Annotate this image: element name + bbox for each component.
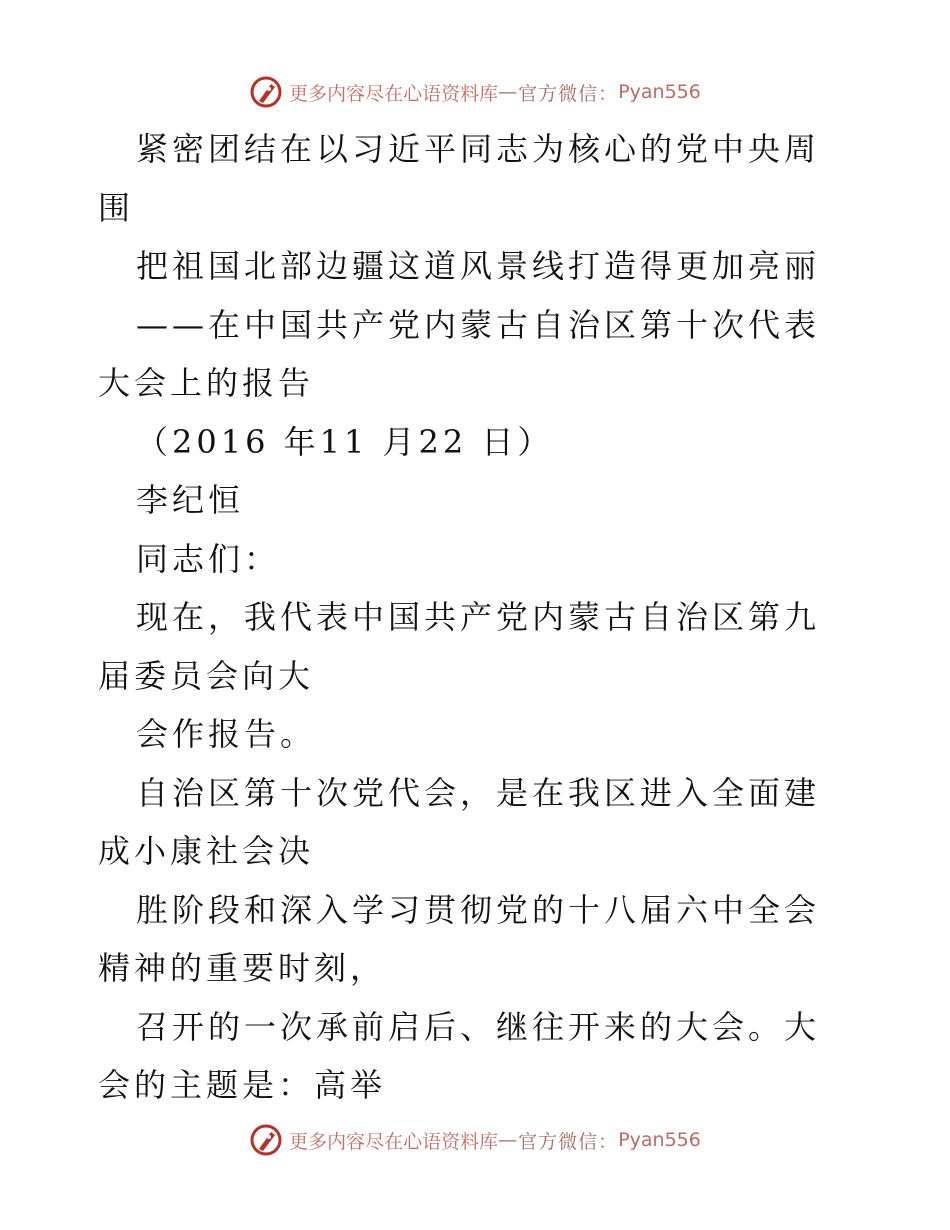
banner-dash: — [498, 81, 519, 103]
banner-contact-id: Pyan556 [618, 1129, 701, 1151]
banner-contact-label: 官方微信： [518, 1130, 619, 1153]
banner-text: 更多内容尽在心语资料库 [289, 1130, 499, 1153]
footer-banner [0, 1120, 950, 1160]
paragraph-line: 现在，我代表中国共产党内蒙古自治区第九届委员会向大 [98, 598, 821, 695]
banner-contact-label: 官方微信： [518, 82, 619, 105]
paragraph-line: 会作报告。 [136, 715, 317, 753]
banner-dash: — [498, 1129, 519, 1151]
paragraph-line: 胜阶段和深入学习贯彻党的十八届六中全会精神的重要时刻， [98, 890, 821, 987]
date-line: （2016 年11 月22 日） [136, 422, 554, 461]
paragraph-line: 自治区第十次党代会，是在我区进入全面建成小康社会决 [98, 773, 821, 870]
author: 李纪恒 [136, 481, 245, 519]
paragraph-line: 召开的一次承前启后、继往开来的大会。大会的主题是：高举 [98, 1007, 821, 1104]
banner-contact-id: Pyan556 [618, 81, 701, 103]
subtitle: ——在中国共产党内蒙古自治区第十次代表大会上的报告 [98, 305, 821, 402]
title-line-2: 把祖国北部边疆这道风景线打造得更加亮丽 [136, 247, 821, 285]
pen-nib-logo-icon [249, 75, 283, 109]
document-body [98, 120, 850, 1115]
banner-text: 更多内容尽在心语资料库 [289, 82, 499, 105]
header-banner [0, 72, 950, 112]
pen-nib-logo-icon [249, 1123, 283, 1157]
salutation: 同志们： [136, 539, 281, 578]
title-line-1: 紧密团结在以习近平同志为核心的党中央周围 [98, 130, 821, 227]
